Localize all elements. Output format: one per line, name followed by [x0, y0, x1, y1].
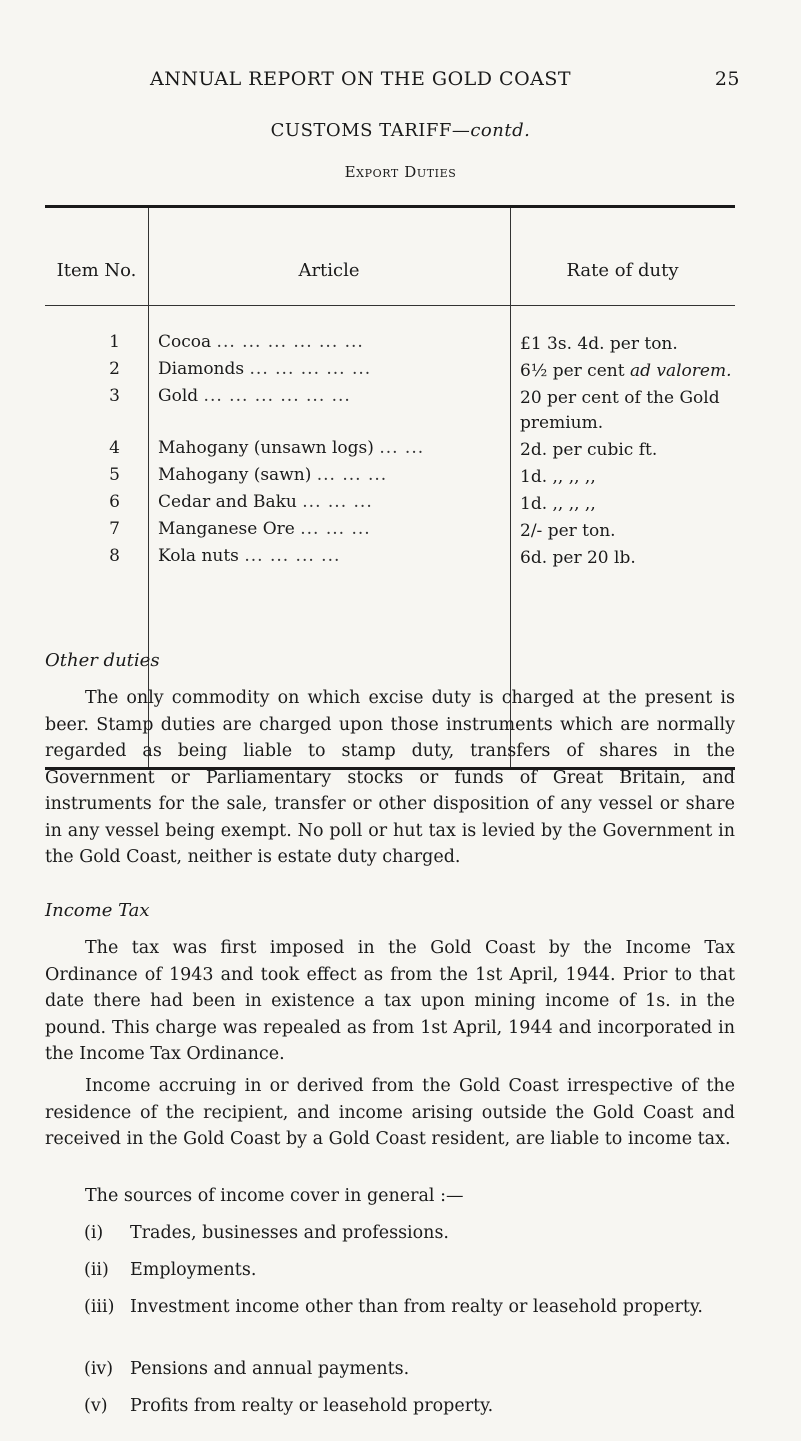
article-name: Cedar and Baku ... ... ...	[158, 492, 373, 512]
article-name: Gold ... ... ... ... ... ...	[158, 386, 351, 406]
article-name: Cocoa ... ... ... ... ... ...	[158, 332, 364, 352]
income-tax-para-2: Income accruing in or derived from the Gold Coast irrespective of the residence of the recipient, and income arising outside the Gold Coast and received in the Gold Coast by a Gold Coast resident, are liable to income tax.	[45, 1076, 735, 1149]
other-duties-paragraph: The only commodity on which excise duty is charged at the present is beer. Stamp duties are charged upon those instruments which are normally regarded as being liable to stamp duty, transfers of shares in the Government or Parliamentary stocks or funds of Great Britain, and instruments for the sale, transfer or other disposition of any vessel or share in any vessel being exempt. No poll or hut tax is levied by the Government in the Gold Coast, neither is estate duty charged.	[45, 688, 735, 867]
item-number: 8	[109, 546, 120, 566]
income-tax-para-3: The sources of income cover in general :—	[85, 1186, 464, 1206]
income-tax-heading: Income Tax	[45, 900, 150, 921]
column-header-rate: Rate of duty	[566, 260, 679, 281]
item-number: 7	[109, 519, 120, 539]
other-duties-heading: Other duties	[45, 650, 160, 671]
duty-rate: 1d. ,, ,, ,,	[520, 467, 596, 487]
item-number: 5	[109, 465, 120, 485]
duty-rate: 20 per cent of the Gold premium.	[520, 388, 720, 433]
duty-rate: 2/- per ton.	[520, 521, 616, 541]
section-title	[0, 120, 801, 141]
item-number: 4	[109, 438, 120, 458]
running-title: ANNUAL REPORT ON THE GOLD COAST	[150, 68, 572, 90]
article-name: Mahogany (unsawn logs) ... ...	[158, 438, 425, 458]
column-header-article: Article	[298, 260, 360, 281]
article-name: Mahogany (sawn) ... ... ...	[158, 465, 388, 485]
duty-rate: 6½ per cent ad valorem.	[520, 361, 732, 381]
section-title-text: CUSTOMS TARIFF	[270, 120, 452, 141]
table-subtitle: Export Duties	[344, 163, 457, 181]
article-name: Manganese Ore ... ... ...	[158, 519, 371, 539]
duty-rate: £1 3s. 4d. per ton.	[520, 334, 678, 354]
duty-rate: 6d. per 20 lb.	[520, 548, 636, 568]
page-number: 25	[714, 68, 740, 90]
article-name: Diamonds ... ... ... ... ...	[158, 359, 372, 379]
item-number: 2	[109, 359, 120, 379]
item-number: 3	[109, 386, 120, 406]
column-header-item-no: Item No.	[56, 260, 137, 281]
item-number: 6	[109, 492, 120, 512]
article-name: Kola nuts ... ... ... ...	[158, 546, 341, 566]
duty-rate: 1d. ,, ,, ,,	[520, 494, 596, 514]
income-tax-para-1: The tax was first imposed in the Gold Coast by the Income Tax Ordinance of 1943 and took effect as from the 1st April, 1944. Prior to that date there had been in existence a tax upon mining income of 1s. in the pound. This charge was repealed as from 1st April, 1944 and incorporated in the Income Tax Ordinance.	[45, 938, 735, 1064]
column-divider	[510, 208, 511, 305]
duty-rate: 2d. per cubic ft.	[520, 440, 658, 460]
column-divider	[148, 208, 149, 305]
item-number: 1	[109, 332, 120, 352]
document-page: ANNUAL REPORT ON THE GOLD COAST 25 CUSTOMS TARIFF—contd. Export Duties Item No. Article Rate of duty 1 Cocoa ... ... ... ... ... ... £1 3s. 4d. per ton. 2 Diamonds ... ... ... ... ... 6½ per cent ad valorem. 3 Gold ... ... ... ... ... ... 20 per cent of the Gold premium. 4 Mahogany (unsawn logs) ... ... 2d. per cubic ft. 5 Mahogany (sawn) ... ... ... 1d. ,, ,, ,, 6 Cedar and Baku ... ... ... 1d. ,, ,, ,, 7 Manganese Ore ... ... ... 2/- per ton. 8 Kola nuts ... ... ... ... 6d. per 20 lb. Other duties The only commodity on which excise duty is charged at the present is beer. Stamp duties are charged upon those instruments which are normally regarded as being liable to stamp duty, transfers of shares in the Government or Parliamentary stocks or funds of Great Britain, and instruments for the sale, transfer or other disposition of any vessel or share in any vessel being exempt. No poll or hut tax is levied by the Government in the Gold Coast, neither is estate duty charged. Income Tax The tax was first imposed in the Gold Coast by the Income Tax Ordinance of 1943 and took effect as from the 1st April, 1944. Prior to that date there had been in existence a tax upon mining income of 1s. in the pound. This charge was repealed as from 1st April, 1944 and incorporated in the Income Tax Ordinance. Income accruing in or derived from the Gold Coast irrespective of the residence of the recipient, and income arising outside the Gold Coast and received in the Gold Coast by a Gold Coast resident, are liable to income tax. The sources of income cover in general :— (i) Trades, businesses and professions. (ii) Employments. (iii) Investment income other than from realty or leasehold property. (iv) Pensions and annual payments. (v) Profits from realty or leasehold property.	[0, 0, 801, 1441]
section-title-suffix: —contd.	[451, 120, 531, 141]
